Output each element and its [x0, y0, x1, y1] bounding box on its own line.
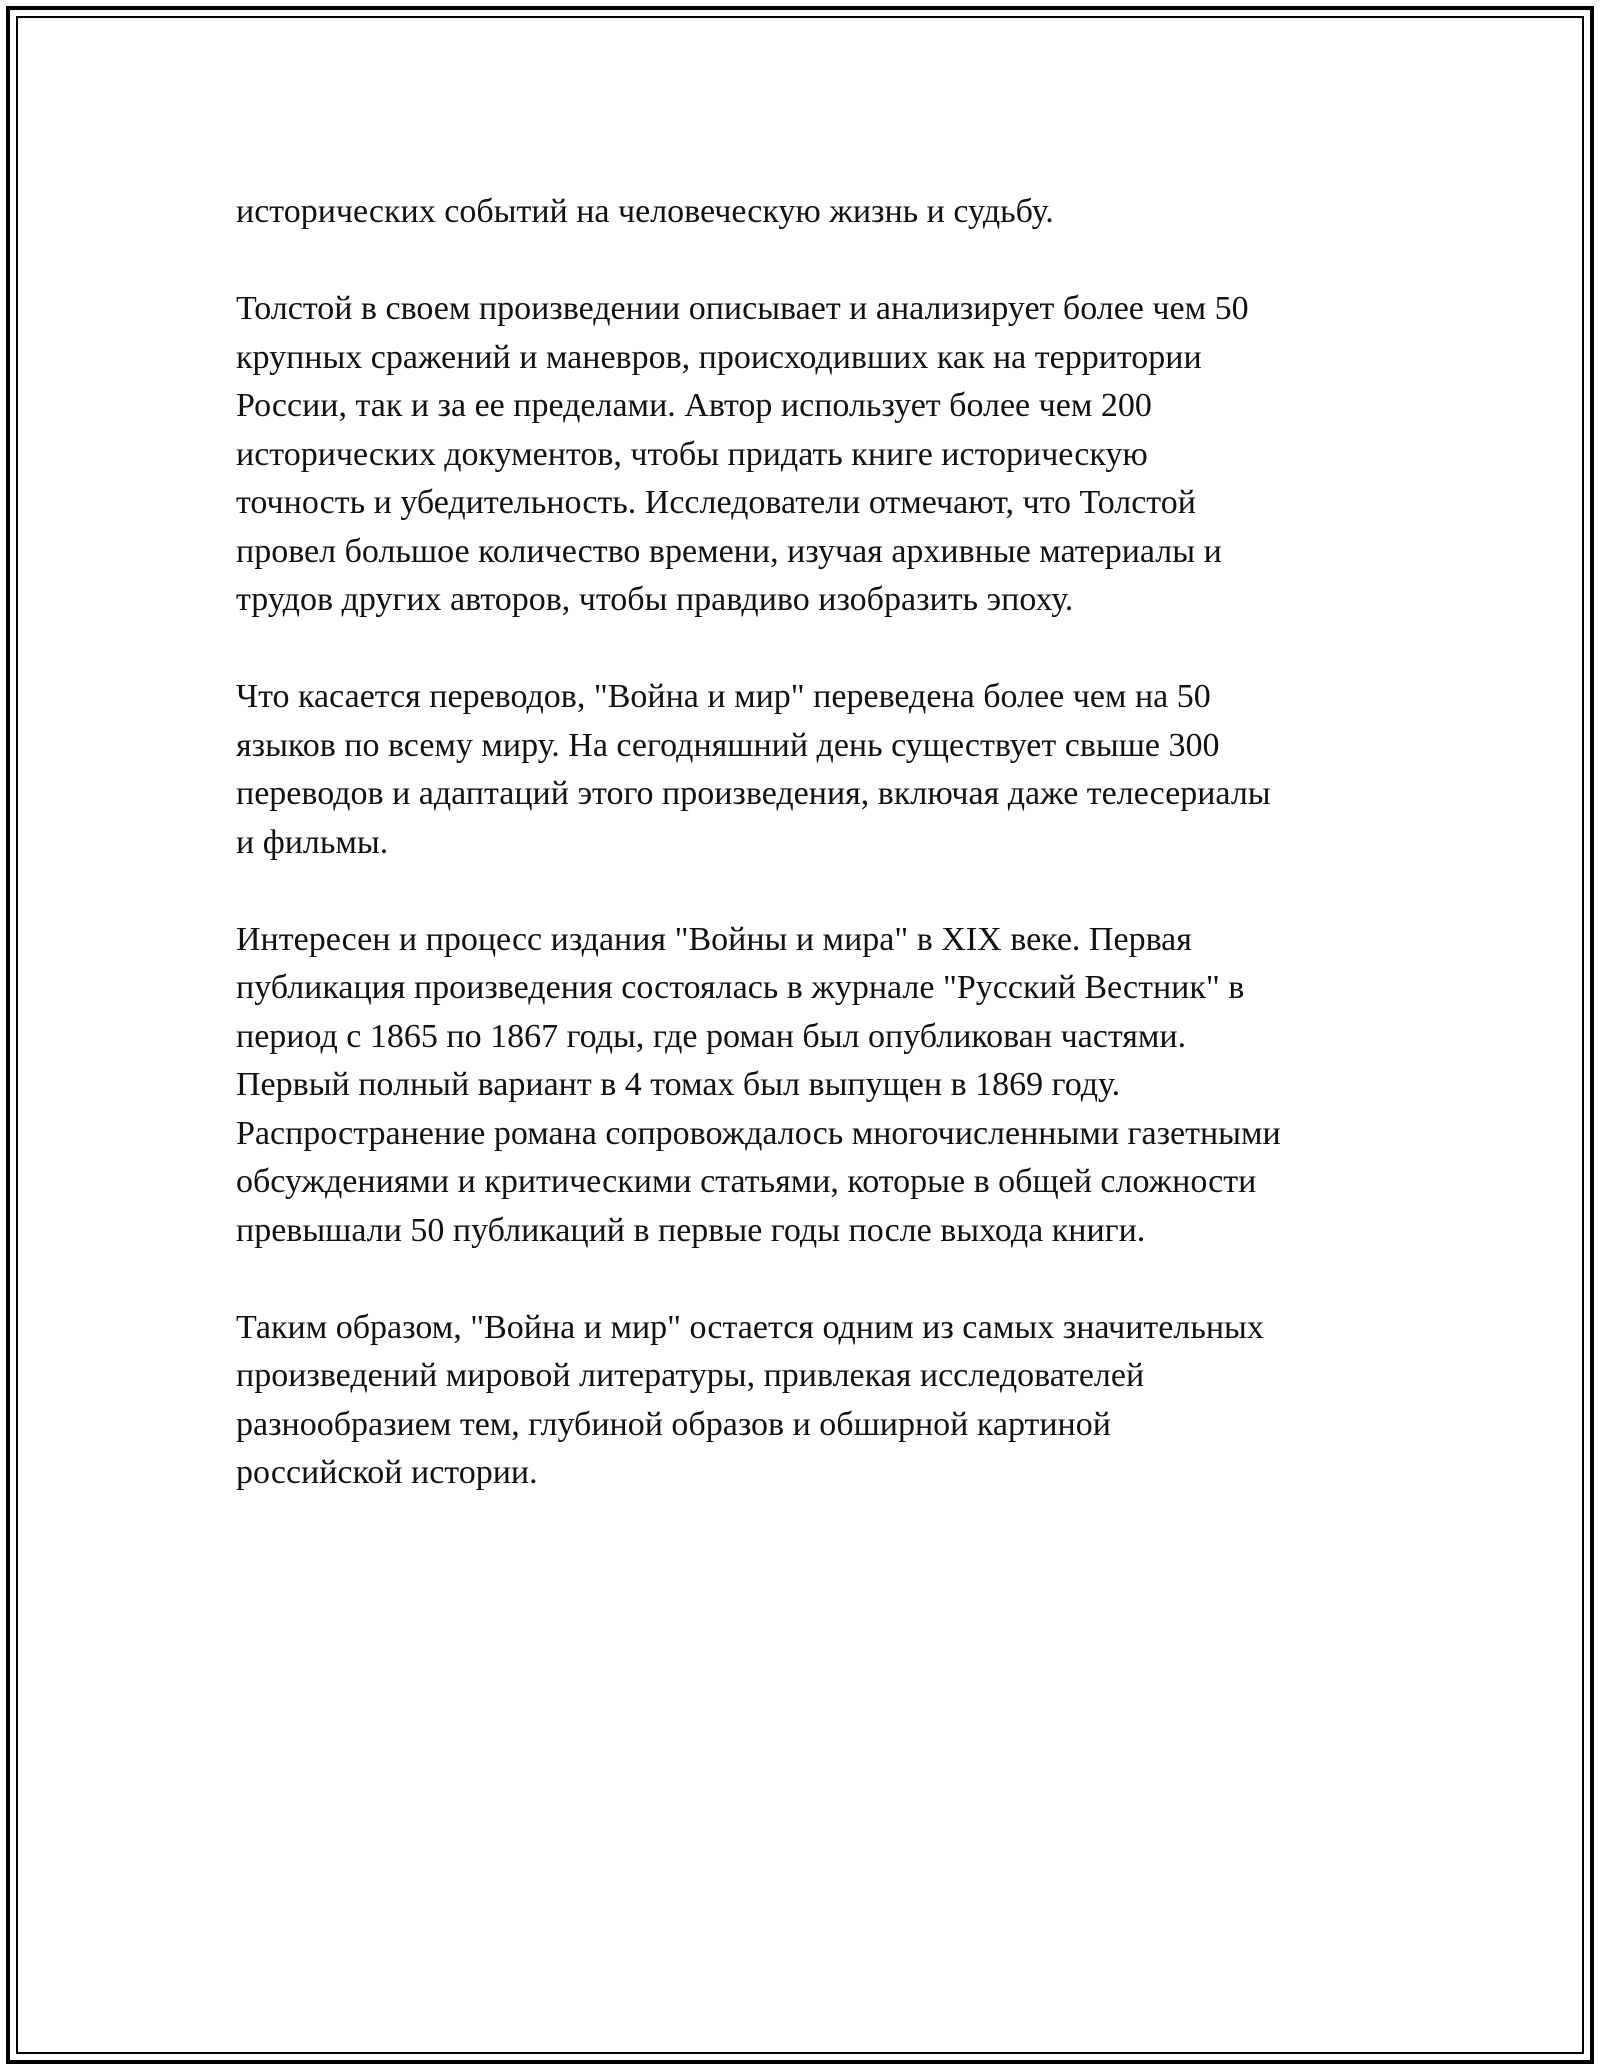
paragraph-1: исторических событий на человеческую жизнь и судьбу.	[236, 193, 1054, 230]
paragraph-5: Таким образом, "Война и мир" остается одним из самых значительных произведений мировой литературы, привлекая исследователей разнообразием тем, глубиной образов и обширной картиной российской истории.	[236, 1308, 1264, 1491]
paragraph-2: Толстой в своем произведении описывает и анализирует более чем 50 крупных сражений и маневров, происходивших как на территории России, так и за ее пределами. Автор использует более чем 200 исторических документов, чтобы придать книге историческую точность и убедительность. Исследователи отмечают, что Толстой провел большое количество времени, изучая архивные материалы и трудов других авторов, чтобы правдиво изобразить эпоху.	[236, 290, 1249, 618]
paragraph-4: Интересен и процесс издания "Войны и мира" в XIX веке. Первая публикация произведения состоялась в журнале "Русский Вестник" в период с 1865 по 1867 годы, где роман был опубликован частями. Первый полный вариант в 4 томах был выпущен в 1869 году. Распространение романа сопровождалось многочисленными газетными обсуждениями и критическими статьями, которые в общей сложности превышали 50 публикаций в первые годы после выхода книги.	[236, 920, 1281, 1249]
paragraph-3: Что касается переводов, "Война и мир" переведена более чем на 50 языков по всему миру. На сегодняшний день существует свыше 300 переводов и адаптаций этого произведения, включая даже телесериалы и фильмы.	[236, 678, 1271, 861]
document-body	[236, 188, 1416, 1546]
